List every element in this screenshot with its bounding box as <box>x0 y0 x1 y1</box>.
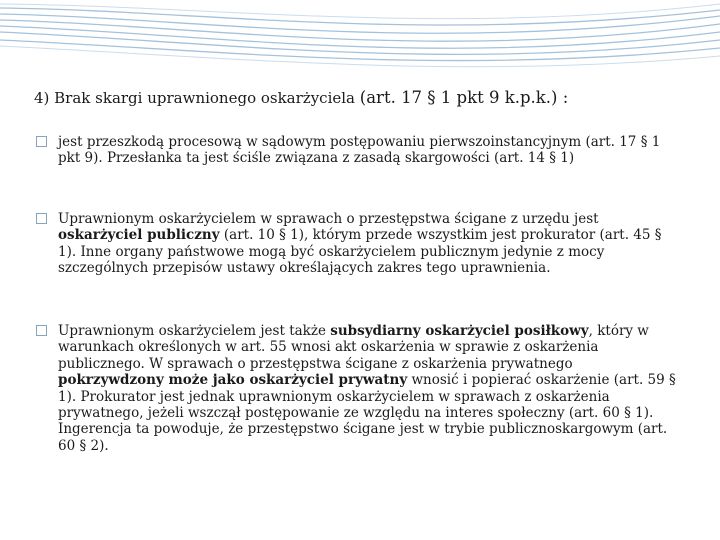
bullet-3-text-part-2: , który w warunkach określonych w art. 55 wnosi akt oskarżenia w sprawie z oskarżenia publicznego. W sprawach o przestępstwa ścigane z oskarżenia prywatnego <box>58 323 649 372</box>
title-prefix: 4) Brak skargi uprawnionego oskarżyciela <box>34 89 355 107</box>
bullet-item-3 <box>36 323 676 454</box>
bullet-box-icon <box>36 136 47 147</box>
bullet-1-text: jest przeszkodą procesową w sądowym postępowaniu pierwszoinstancyjnym (art. 17 § 1 pkt 9). Przesłanka ta jest ściśle związana z zasadą skargowości (art. 14 § 1) <box>58 134 661 167</box>
bullet-2-text-part-2: (art. 10 § 1), którym przede wszystkim jest prokurator (art. 45 § 1). Inne organy państwowe mogą być oskarżycielem publicznym jedynie z mocy szczególnych przepisów ustawy określających zakres tego uprawnienia. <box>58 227 662 277</box>
bullet-3-bold-term-1: subsydiarny oskarżyciel posiłkowy <box>330 323 589 339</box>
bullet-2-bold-term: oskarżyciel publiczny <box>58 227 220 244</box>
decorative-wave-lines <box>0 0 720 80</box>
bullet-item-1 <box>36 134 676 167</box>
bullet-box-icon <box>36 213 47 224</box>
bullet-3-text-part-3: wnosić i popierać oskarżenie (art. 59 § 1). Prokurator jest jednak uprawnionym oskarżycielem w sprawach z oskarżenia prywatnego, jeżeli wszczął postępowanie ze względu na interes społeczny (art. 60 § 1). Ingerencja ta powoduje, że przestępstwo ścigane jest w trybie publicznoskargowym (art. 60 § 2). <box>58 372 676 454</box>
bullet-3-bold-term-2: pokrzywdzony może jako oskarżyciel prywatny <box>58 372 408 389</box>
bullet-box-icon <box>36 325 47 336</box>
bullet-3-text-part-1: Uprawnionym oskarżycielem jest także <box>58 323 331 339</box>
bullet-2-text-part-1: Uprawnionym oskarżycielem w sprawach o przestępstwa ścigane z urzędu jest <box>58 211 599 227</box>
slide-title <box>34 88 694 108</box>
title-reference: (art. 17 § 1 pkt 9 k.p.k.) : <box>359 88 569 107</box>
bullet-item-2 <box>36 211 676 277</box>
